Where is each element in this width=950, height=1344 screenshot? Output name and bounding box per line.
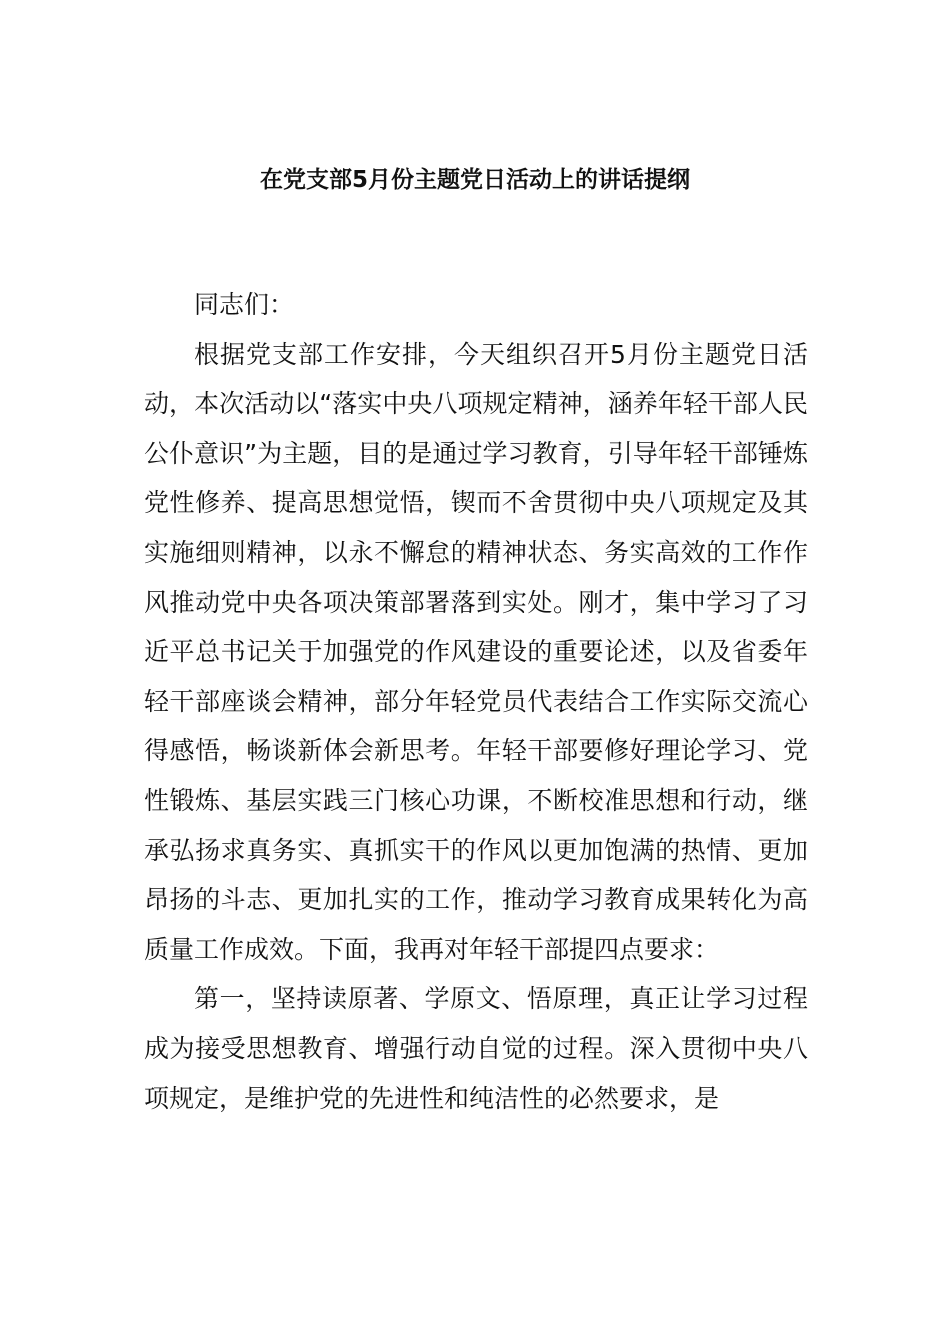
document-body [144, 280, 808, 1123]
paragraph-1: 根据党支部工作安排，今天组织召开5月份主题党日活动，本次活动以“落实中央八项规定精神，涵养年轻干部人民公仆意识”为主题，目的是通过学习教育，引导年轻干部锤炼党性修养、提高思想觉悟，锲而不舍贯彻中央八项规定及其实施细则精神，以永不懈怠的精神状态、务实高效的工作作风推动党中央各项决策部署落到实处。刚才，集中学习了习近平总书记关于加强党的作风建设的重要论述，以及省委年轻干部座谈会精神，部分年轻党员代表结合工作实际交流心得感悟，畅谈新体会新思考。年轻干部要修好理论学习、党性锻炼、基层实践三门核心功课，不断校准思想和行动，继承弘扬求真务实、真抓实干的作风以更加饱满的热情、更加昂扬的斗志、更加扎实的工作，推动学习教育成果转化为高质量工作成效。下面，我再对年轻干部提四点要求： [144, 339, 808, 964]
document-title: 在党支部5月份主题党日活动上的讲话提纲 [259, 167, 690, 193]
salutation: 同志们： [194, 290, 295, 319]
paragraph-2: 第一，坚持读原著、学原文、悟原理，真正让学习过程成为接受思想教育、增强行动自觉的过程。深入贯彻中央八项规定，是维护党的先进性和纯洁性的必然要求，是 [144, 984, 808, 1113]
